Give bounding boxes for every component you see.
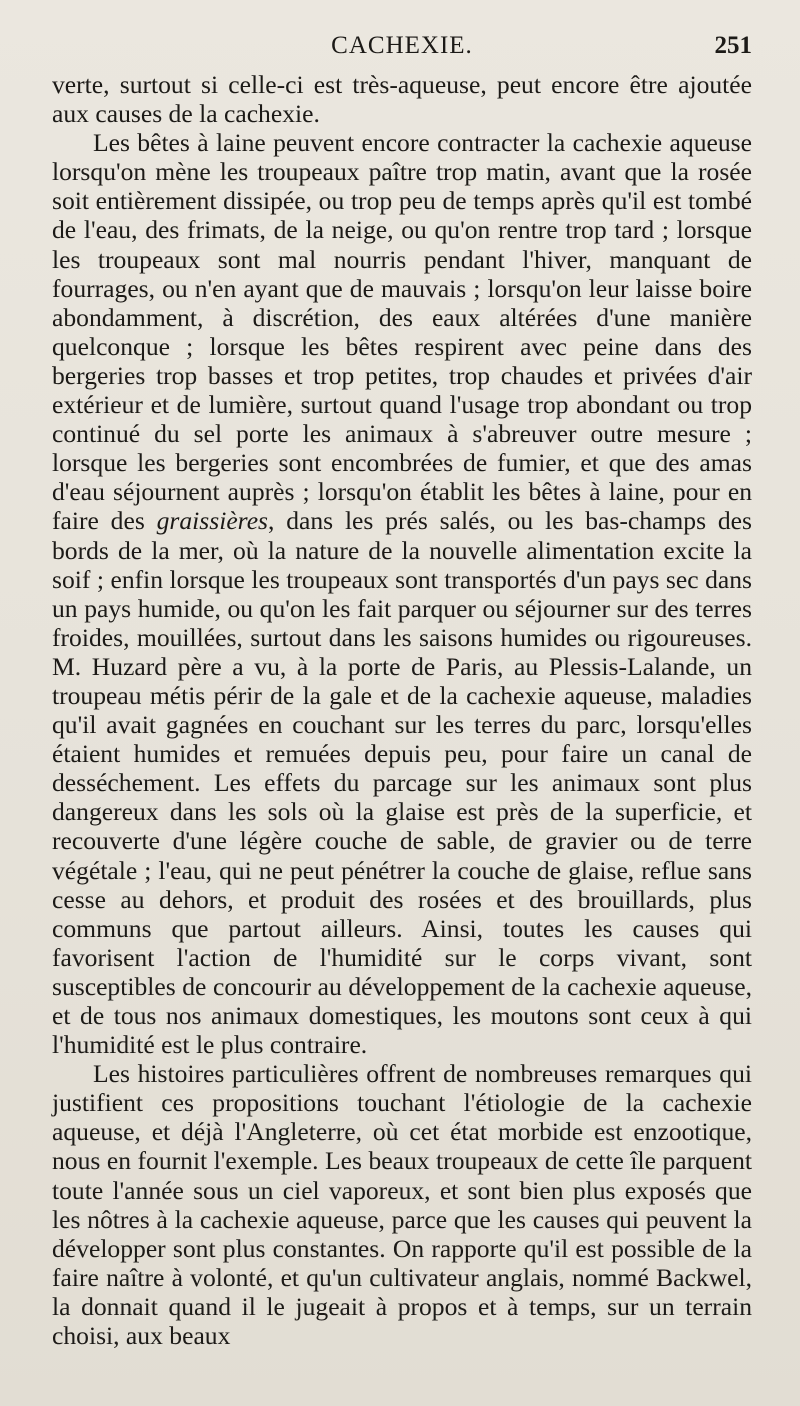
page-header xyxy=(52,30,752,66)
paragraph-continuation xyxy=(52,70,752,128)
text-segment: verte, surtout si celle-ci est très-aqueuse, peut encore être ajoutée aux causes de la cachexie. xyxy=(52,70,752,129)
page-number: 251 xyxy=(714,32,752,59)
paragraph-histories xyxy=(52,1059,752,1350)
text-segment: Les histoires particulières offrent de nombreuses remarques qui justifient ces propositions touchant l'étiologie de la cachexie aqueuse, et déjà l'Angleterre, où cet état morbide est enzootique, nous en fournit l'exemple. Les beaux troupeaux de cette île parquent toute l'année sous un ciel vaporeux, et sont bien plus exposés que les nôtres à la cachexie aqueuse, parce que les causes qui peuvent la développer sont plus constantes. On rapporte qu'il est possible de la faire naître à volonté, et qu'un cultivateur anglais, nommé Backwel, la donnait quand il le jugeait à propos et à temps, sur un terrain choisi, aux beaux xyxy=(52,1059,752,1351)
paragraph-causes xyxy=(52,128,752,1059)
running-title: CACHEXIE. xyxy=(331,32,473,59)
italic-term: graissières xyxy=(156,506,269,536)
body-text xyxy=(52,70,752,1350)
text-segment: Les bêtes à laine peuvent encore contracter la cachexie aqueuse lorsqu'on mène les troupeaux paître trop matin, avant que la rosée soit entièrement dissipée, ou trop peu de temps après qu'il est tombé de l'eau, des frimats, de la neige, ou qu'on rentre trop tard ; lorsque les troupeaux sont mal nourris pendant l'hiver, manquant de fourrages, ou n'en ayant que de mauvais ; lorsqu'on leur laisse boire abondamment, à discrétion, des eaux altérées d'une manière quelconque ; lorsque les bêtes respirent avec peine dans des bergeries trop basses et trop petites, trop chaudes et privées d'air extérieur et de lumière, surtout quand l'usage trop abondant ou trop continué du sel porte les animaux à s'abreuver outre mesure ; lorsque les bergeries sont encombrées de fumier, et que des amas d'eau séjournent auprès ; lorsqu'on établit les bêtes à laine, pour en faire des xyxy=(52,128,752,536)
text-segment: , dans les prés salés, ou les bas-champs des bords de la mer, où la nature de la nouvelle alimentation excite la soif ; enfin lorsque les troupeaux sont transportés d'un pays sec dans un pays humide, ou qu'on les fait parquer ou séjourner sur des terres froides, mouillées, surtout dans les saisons humides ou rigoureuses. M. Huzard père a vu, à la porte de Paris, au Plessis-Lalande, un troupeau métis périr de la gale et de la cachexie aqueuse, maladies qu'il avait gagnées en couchant sur les terres du parc, lorsqu'elles étaient humides et remuées depuis peu, pour faire un canal de desséchement. Les effets du parcage sur les animaux sont plus dangereux dans les sols où la glaise est près de la superficie, et recouverte d'une légère couche de sable, de gravier ou de terre végétale ; l'eau, qui ne peut pénétrer la couche de glaise, reflue sans cesse au dehors, et produit des rosées et des brouillards, plus communs que partout ailleurs. Ainsi, toutes les causes qui favorisent l'action de l'humidité sur le corps vivant, sont susceptibles de concourir au développement de la cachexie aqueuse, et de tous nos animaux domestiques, les moutons sont ceux à qui l'humidité est le plus contraire. xyxy=(52,506,752,1060)
